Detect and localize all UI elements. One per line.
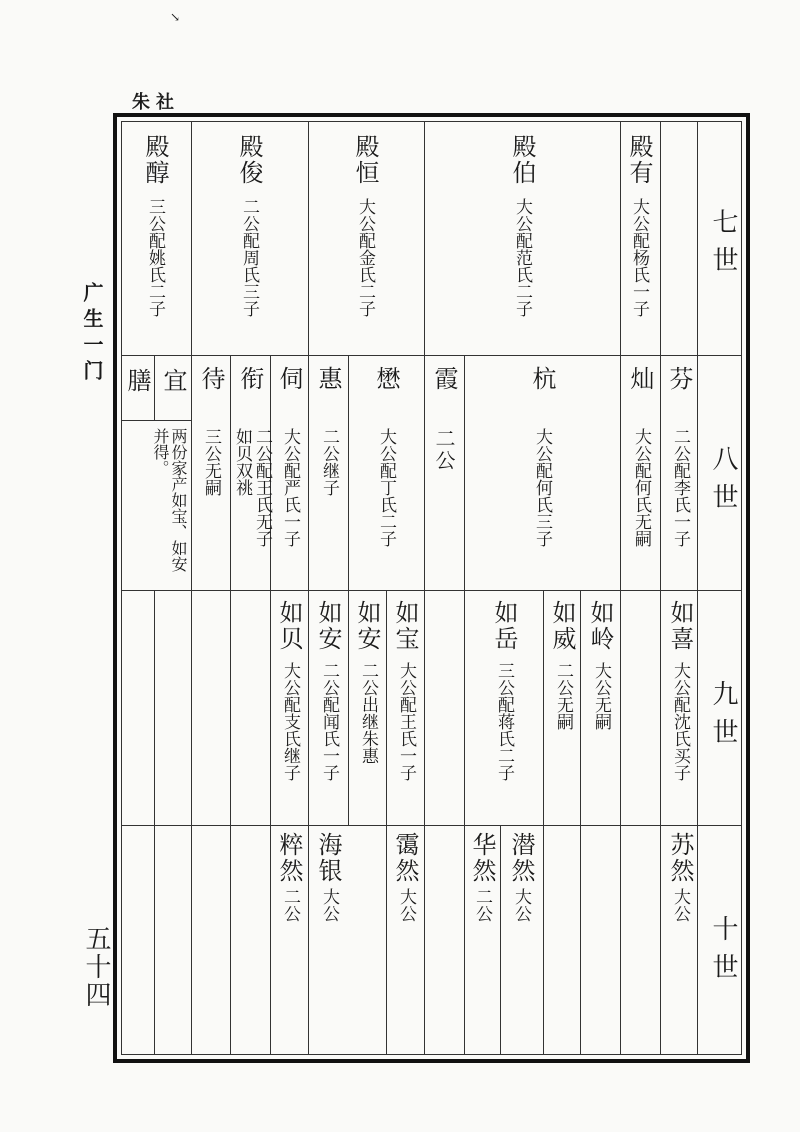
gen7-divider (424, 121, 425, 355)
gen8-desc: 二公配李氏一子 (670, 428, 690, 547)
gen10-name: 苏然 (666, 832, 694, 884)
gen8-name: 懋 (372, 366, 400, 392)
gen10-desc: 二公 (280, 888, 300, 922)
gen8-note: 两份家产如宝、如安并得。 (151, 428, 188, 572)
gen9-desc: 大公无嗣 (591, 662, 611, 730)
gen9-desc: 二公配闻氏一子 (319, 662, 339, 781)
gen7-name: 殿有 (625, 134, 653, 186)
gen10-desc: 大公 (511, 888, 531, 922)
gen8-name: 伺 (275, 366, 303, 392)
gen10-desc: 大公 (319, 888, 339, 922)
gen9-name: 如威 (548, 600, 576, 652)
gen8-divider (348, 355, 349, 590)
gen8-name: 霞 (430, 366, 458, 392)
gen9-divider (580, 590, 581, 1055)
gen8-name: 膳 (123, 368, 151, 394)
gen8-divider (154, 355, 155, 420)
gen7-desc: 大公配金氏二子 (355, 198, 375, 317)
gen9-desc: 二公出继朱惠 (358, 662, 378, 764)
gen8-desc: 大公配严氏一子 (280, 428, 300, 547)
gen7-divider (660, 121, 661, 355)
gen7-name: 殿恒 (351, 134, 379, 186)
gen10-desc: 大公 (670, 888, 690, 922)
scan-mark: ↘ (170, 10, 181, 24)
gen9-divider (620, 590, 621, 1055)
gen9-name: 如贝 (275, 600, 303, 652)
gen7-divider (308, 121, 309, 355)
gen9-desc: 三公配蒋氏二子 (494, 662, 514, 781)
gen-label-7: 七世 (708, 208, 738, 284)
gen9-desc: 大公配王氏一子 (396, 662, 416, 781)
gen9-divider (230, 590, 231, 1055)
gen8-desc: 大公配何氏三子 (532, 428, 552, 547)
branch-label: 广生一门 (80, 282, 104, 386)
gen9-name: 如安 (314, 600, 342, 652)
gen9-desc: 大公配支氏继子 (280, 662, 300, 781)
gen8-desc: 三公无嗣 (201, 428, 221, 496)
gen-label-9: 九世 (708, 680, 738, 756)
gen8-divider (230, 355, 231, 590)
gen8-desc: 二公配王氏无子 (252, 428, 272, 547)
gen8-name: 杭 (528, 366, 556, 392)
gen10-name: 粹然 (275, 832, 303, 884)
gen9-divider (308, 590, 309, 1055)
gen9-name: 如岭 (586, 600, 614, 652)
row-divider-8-9 (121, 590, 742, 591)
gen9-divider (270, 590, 271, 1055)
gen8-name: 衔 (236, 366, 264, 392)
gen8-divider (620, 355, 621, 590)
gen7-desc: 二公配周氏三子 (239, 198, 259, 317)
gen9-divider (154, 590, 155, 1055)
gen8-desc: 二公继子 (319, 428, 339, 496)
gen9-divider (543, 590, 544, 1055)
gen10-name: 霭然 (391, 832, 419, 884)
gen7-divider (191, 121, 192, 355)
gen9-name: 如岳 (490, 600, 518, 652)
gen9-divider (424, 590, 425, 1055)
gen10-name: 潜然 (507, 832, 535, 884)
gen9-divider (348, 590, 349, 825)
gen8-divider (308, 355, 309, 590)
gen9-name: 如喜 (666, 600, 694, 652)
gen8-desc: 大公配何氏无嗣 (631, 428, 651, 547)
gen7-divider (620, 121, 621, 355)
gen-label-8: 八世 (708, 445, 738, 521)
row-divider-7-8 (121, 355, 742, 356)
gen8-desc: 大公配丁氏二子 (376, 428, 396, 547)
gen7-desc: 三公配姚氏二子 (145, 198, 165, 317)
gen7-desc: 大公配杨氏一子 (629, 198, 649, 317)
gen9-name: 如宝 (391, 600, 419, 652)
gen9-desc: 大公配沈氏买子 (670, 662, 690, 781)
gen8-name: 宜 (159, 368, 187, 394)
gen7-name: 殿醇 (141, 134, 169, 186)
gen9-name: 如安 (353, 600, 381, 652)
gen8-name: 灿 (626, 366, 654, 392)
gen10-name: 华然 (468, 832, 496, 884)
gen-label-10: 十世 (708, 915, 738, 991)
gen10-divider (500, 825, 501, 1055)
gen8-divider (424, 355, 425, 590)
gen8-divider (464, 355, 465, 590)
gen7-name: 殿伯 (508, 134, 536, 186)
row-divider-9-10 (121, 825, 742, 826)
gen10-desc: 二公 (472, 888, 492, 922)
gen8-name: 芬 (665, 366, 693, 392)
gen8-desc: 二公 (432, 428, 456, 472)
family-header: 朱社 (132, 92, 180, 113)
gen9-divider (386, 590, 387, 1055)
gen-column-divider (697, 121, 698, 1055)
gen9-divider (464, 590, 465, 1055)
gen9-divider (660, 590, 661, 1055)
gen10-desc: 大公 (396, 888, 416, 922)
gen8-desc-secondary: 如贝双祧 (232, 428, 252, 496)
gen9-divider (191, 590, 192, 1055)
gen8-name: 待 (197, 366, 225, 392)
gen8-note-divider (121, 420, 191, 421)
gen7-desc: 大公配范氏二子 (512, 198, 532, 317)
page-number: 五十四 (81, 925, 111, 1009)
gen8-divider (191, 355, 192, 590)
gen7-name: 殿俊 (235, 134, 263, 186)
gen10-name: 海银 (314, 832, 342, 884)
gen8-name: 惠 (314, 366, 342, 392)
gen8-divider (660, 355, 661, 590)
gen9-desc: 二公无嗣 (553, 662, 573, 730)
